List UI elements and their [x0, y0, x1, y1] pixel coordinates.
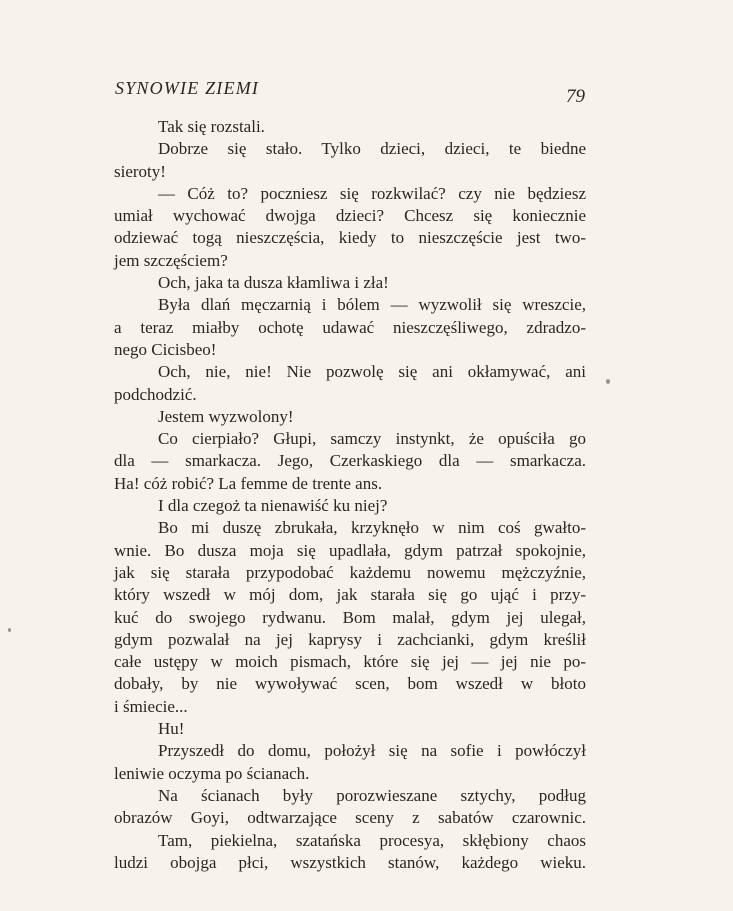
text-line: gdym pozwalał na jej kaprysy i zachcianki, gdym kreślił — [114, 629, 586, 649]
text-line: podchodzić. — [114, 384, 197, 404]
text-line: Dobrze się stało. Tylko dzieci, dzieci, te biedne — [158, 139, 586, 159]
text-line: I dla czegoż ta nienawiść ku niej? — [158, 496, 388, 516]
text-line: wnie. Bo dusza moja się upadlała, gdym patrzał spokojnie, — [114, 540, 586, 560]
text-line: Och, jaka ta dusza kłamliwa i zła! — [158, 273, 389, 293]
text-line: Bo mi duszę zbrukała, krzyknęło w nim coś gwałto- — [158, 518, 586, 538]
text-line: nego Cicisbeo! — [114, 339, 217, 359]
text-line: Co cierpiało? Głupi, samczy instynkt, że opuściła go — [158, 429, 586, 449]
text-line: Na ścianach były porozwieszane sztychy, podług — [158, 785, 586, 805]
print-speck — [8, 628, 11, 632]
print-speck — [606, 379, 610, 384]
text-line: Tak się rozstali. — [158, 117, 265, 136]
text-line: Tam, piekielna, szatańska procesya, skłębiony chaos — [158, 830, 586, 850]
page-number: 79 — [566, 86, 585, 107]
text-line: i śmiecie... — [114, 696, 188, 716]
text-line: a teraz miałby ochotę udawać nieszczęśliwego, zdradzo- — [114, 317, 586, 337]
text-line: Przyszedł do domu, położył się na sofie i powłóczył — [158, 741, 586, 761]
text-line: odziewać togą nieszczęścia, kiedy to nieszczęście jest two- — [114, 228, 586, 248]
text-line: Och, nie, nie! Nie pozwolę się ani okłamywać, ani — [158, 362, 586, 382]
text-line: dobały, by nie wywoływać scen, bom wszedł w błoto — [114, 674, 586, 694]
text-line: dla — smarkacza. Jego, Czerkaskiego dla — smarkacza. — [114, 451, 586, 471]
text-line: Jestem wyzwolony! — [158, 406, 294, 426]
text-line: jak się starała przypodobać każdemu nowemu mężczyźnie, — [114, 562, 586, 582]
text-line: sieroty! — [114, 161, 166, 181]
text-line: całe ustępy w moich pismach, które się jej — jej nie po- — [114, 652, 586, 672]
body-text — [114, 116, 586, 874]
text-line: umiał wychować dwojga dzieci? Chcesz się koniecznie — [114, 206, 586, 226]
text-line: Była dlań męczarnią i bólem — wyzwolił się wreszcie, — [158, 295, 586, 315]
text-line: Hu! — [158, 719, 185, 739]
page-header — [115, 78, 585, 108]
running-title: SYNOWIE ZIEMI — [115, 78, 260, 98]
text-line: jem szczęściem? — [114, 250, 228, 270]
text-line: leniwie oczyma po ścianach. — [114, 763, 310, 783]
text-line: — Cóż to? poczniesz się rozkwilać? czy nie będziesz — [158, 183, 586, 203]
text-line: który wszedł w mój dom, jak starała się go ująć i przy- — [114, 585, 586, 605]
text-line: kuć do swojego rydwanu. Bom malał, gdym jej ulegał, — [114, 607, 586, 627]
text-line: Ha! cóż robić? La femme de trente ans. — [114, 473, 383, 493]
text-line: obrazów Goyi, odtwarzające sceny z sabatów czarownic. — [114, 808, 586, 828]
text-line: ludzi obojga płci, wszystkich stanów, każdego wieku. — [114, 852, 586, 872]
